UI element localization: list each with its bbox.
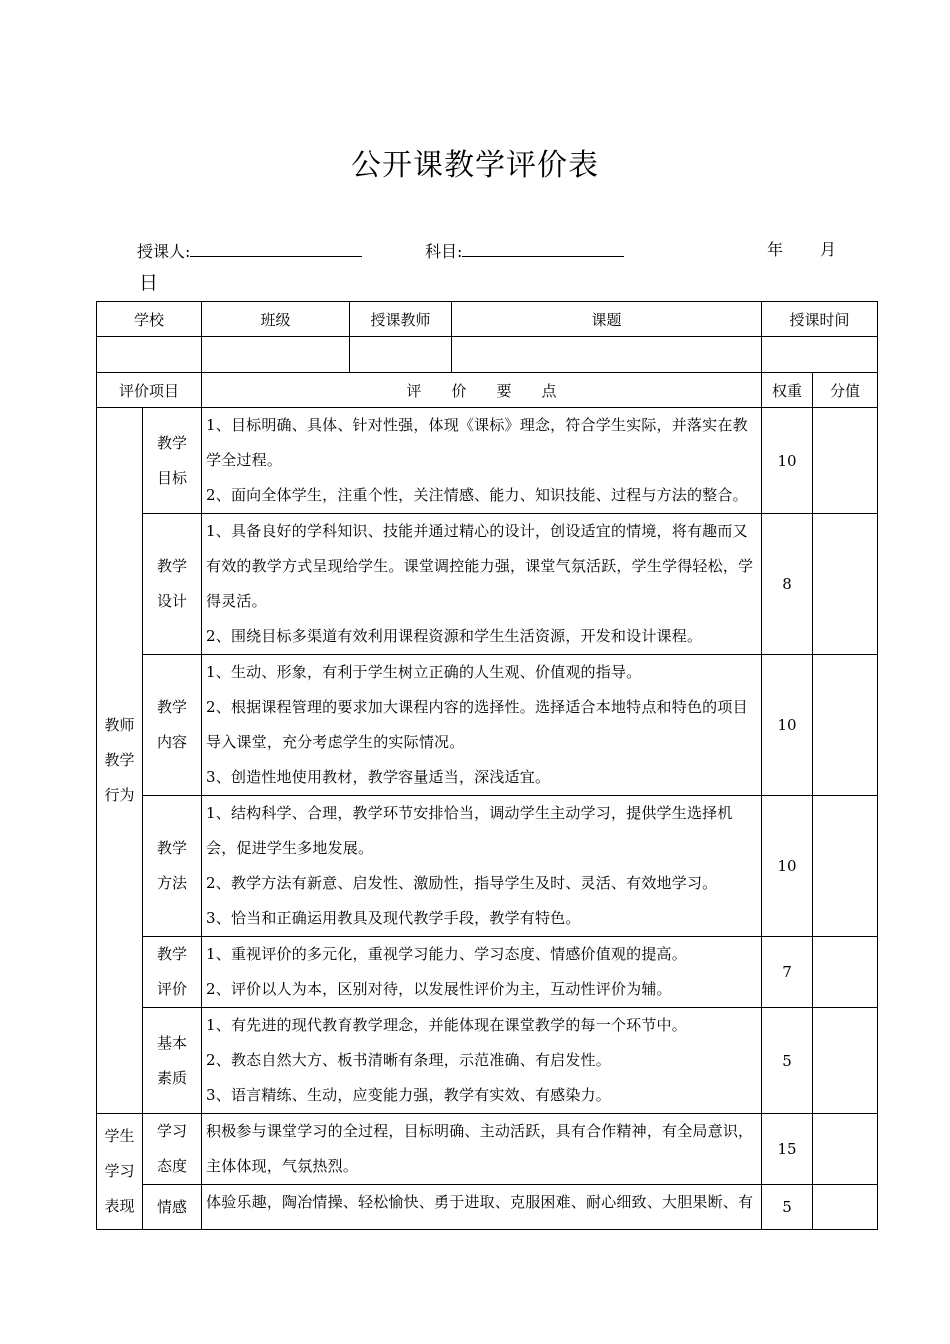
- group-label: [97, 408, 143, 1114]
- teacher-blank[interactable]: [190, 238, 362, 257]
- category-line: 素质: [157, 1068, 188, 1087]
- points-cell: [202, 1114, 762, 1185]
- weight-cell: 7: [762, 937, 813, 1008]
- subject-blank[interactable]: [462, 238, 624, 257]
- category-cell: [143, 796, 202, 937]
- category-line: 目标: [157, 468, 188, 487]
- point-text: 2、教学方法有新意、启发性、激励性，指导学生及时、灵活、有效地学习。: [206, 874, 718, 892]
- teacher-cell[interactable]: [350, 337, 452, 373]
- score-cell[interactable]: [813, 796, 878, 937]
- points-cell: [202, 796, 762, 937]
- category-line: 基本: [157, 1033, 188, 1052]
- points-header: 评 价 要 点: [202, 373, 762, 408]
- weight-cell: 10: [762, 796, 813, 937]
- topic-header: 课题: [452, 302, 762, 337]
- table-row: [97, 514, 878, 655]
- category-line: 评价: [157, 980, 188, 998]
- weight-cell: 8: [762, 514, 813, 655]
- table-row: [97, 1008, 878, 1114]
- weight-cell: 5: [762, 1008, 813, 1114]
- category-cell: [143, 1185, 202, 1230]
- time-cell[interactable]: [762, 337, 878, 373]
- point-text: 2、评价以人为本，区别对待，以发展性评价为主，互动性评价为辅。: [206, 980, 672, 998]
- score-cell[interactable]: [813, 1114, 878, 1185]
- category-line: 教学: [157, 698, 188, 716]
- table-row: [97, 796, 878, 937]
- table-row: [97, 408, 878, 514]
- point-text: 1、结构科学、合理，教学环节安排恰当，调动学生主动学习，提供学生选择机会，促进学生多地发展。: [206, 804, 733, 857]
- group-name-line: 行为: [104, 786, 135, 804]
- point-text: 3、语言精练、生动，应变能力强，教学有实效、有感染力。: [206, 1086, 611, 1104]
- point-text: 1、重视评价的多元化，重视学习能力、学习态度、情感价值观的提高。: [206, 945, 687, 963]
- group-label: [97, 1114, 143, 1230]
- category-cell: [143, 937, 202, 1008]
- topic-cell[interactable]: [452, 337, 762, 373]
- class-header: 班级: [202, 302, 350, 337]
- point-text: 2、面向全体学生，注重个性，关注情感、能力、知识技能、过程与方法的整合。: [206, 486, 748, 504]
- category-line: 态度: [157, 1157, 188, 1175]
- point-text: 3、恰当和正确运用教具及现代教学手段，教学有特色。: [206, 909, 581, 927]
- point-text: 1、有先进的现代教育教学理念，并能体现在课堂教学的每一个环节中。: [206, 1016, 687, 1034]
- points-cell: [202, 514, 762, 655]
- table-row: [97, 937, 878, 1008]
- point-text: 2、根据课程管理的要求加大课程内容的选择性。选择适合本地特点和特色的项目导入课堂，充分考虑学生的实际情况。: [206, 698, 748, 751]
- point-text: 1、目标明确、具体、针对性强，体现《课标》理念，符合学生实际，并落实在教学全过程。: [206, 416, 748, 469]
- group-name: [97, 708, 142, 813]
- category-cell: [143, 408, 202, 514]
- weight-cell: 15: [762, 1114, 813, 1185]
- table-row: [97, 655, 878, 796]
- school-header: 学校: [97, 302, 202, 337]
- eval-header-row: [97, 373, 878, 408]
- table-row: [97, 1185, 878, 1230]
- point-text: 1、具备良好的学科知识、技能并通过精心的设计，创设适宜的情境，将有趣而又有效的教学方式呈现给学生。课堂调控能力强，课堂气氛活跃，学生学得轻松，学得灵活。: [206, 522, 754, 610]
- category-line: 教学: [157, 433, 188, 452]
- category-line: 学习: [157, 1122, 188, 1140]
- category-line: 设计: [157, 592, 188, 610]
- points-cell: [202, 408, 762, 514]
- score-header: 分值: [813, 373, 878, 408]
- score-cell[interactable]: [813, 1185, 878, 1230]
- class-cell[interactable]: [202, 337, 350, 373]
- points-cell: [202, 937, 762, 1008]
- score-cell[interactable]: [813, 514, 878, 655]
- teacher-label: 授课人:: [137, 242, 191, 261]
- day-label: 日: [139, 272, 159, 294]
- item-header: 评价项目: [97, 373, 202, 408]
- evaluation-table: [96, 301, 878, 1230]
- table-row: [97, 1114, 878, 1185]
- score-cell[interactable]: [813, 937, 878, 1008]
- score-cell[interactable]: [813, 655, 878, 796]
- score-cell[interactable]: [813, 1008, 878, 1114]
- category-line: 教学: [157, 839, 188, 857]
- score-cell[interactable]: [813, 408, 878, 514]
- group-name-line: 表现: [104, 1197, 135, 1215]
- category-cell: [143, 655, 202, 796]
- group-name-line: 教学: [104, 751, 135, 769]
- group-name: [97, 1119, 142, 1224]
- year-label: 年: [767, 240, 784, 259]
- weight-cell: 10: [762, 655, 813, 796]
- subject-field: [425, 238, 624, 262]
- category-cell: [143, 1008, 202, 1114]
- teacher-field: [137, 238, 362, 262]
- weight-cell: 10: [762, 408, 813, 514]
- category-line: 教学: [157, 557, 188, 575]
- point-text: 3、创造性地使用教材，教学容量适当，深浅适宜。: [206, 768, 551, 786]
- info-input-row: [97, 337, 878, 373]
- group-name-line: 学习: [104, 1162, 135, 1180]
- category-line: 内容: [157, 733, 188, 751]
- category-cell: [143, 514, 202, 655]
- point-text: 2、围绕目标多渠道有效利用课程资源和学生生活资源，开发和设计课程。: [206, 627, 703, 645]
- point-text: 体验乐趣，陶冶情操、轻松愉快、勇于进取、克服困难、耐心细致、大胆果断、有: [206, 1193, 754, 1211]
- time-header: 授课时间: [762, 302, 878, 337]
- school-cell[interactable]: [97, 337, 202, 373]
- info-header-row: [97, 302, 878, 337]
- group-name-line: 教师: [104, 716, 135, 734]
- weight-cell: 5: [762, 1185, 813, 1230]
- point-text: 1、生动、形象，有利于学生树立正确的人生观、价值观的指导。: [206, 663, 642, 681]
- point-text: 2、教态自然大方、板书清晰有条理，示范准确、有启发性。: [206, 1051, 611, 1069]
- group-name-line: 学生: [104, 1127, 135, 1145]
- category-line: 方法: [157, 874, 188, 892]
- weight-header: 权重: [762, 373, 813, 408]
- category-line: 情感: [157, 1197, 188, 1216]
- points-cell: [202, 1008, 762, 1114]
- points-cell: [202, 655, 762, 796]
- category-cell: [143, 1114, 202, 1185]
- points-cell: [202, 1185, 762, 1230]
- page-title: 公开课教学评价表: [351, 148, 599, 183]
- category-line: 教学: [157, 945, 188, 963]
- month-label: 月: [820, 240, 837, 259]
- teacher-header: 授课教师: [350, 302, 452, 337]
- point-text: 积极参与课堂学习的全过程，目标明确、主动活跃，具有合作精神，有全局意识，主体体现，气氛热烈。: [206, 1122, 754, 1175]
- subject-label: 科目:: [425, 242, 463, 261]
